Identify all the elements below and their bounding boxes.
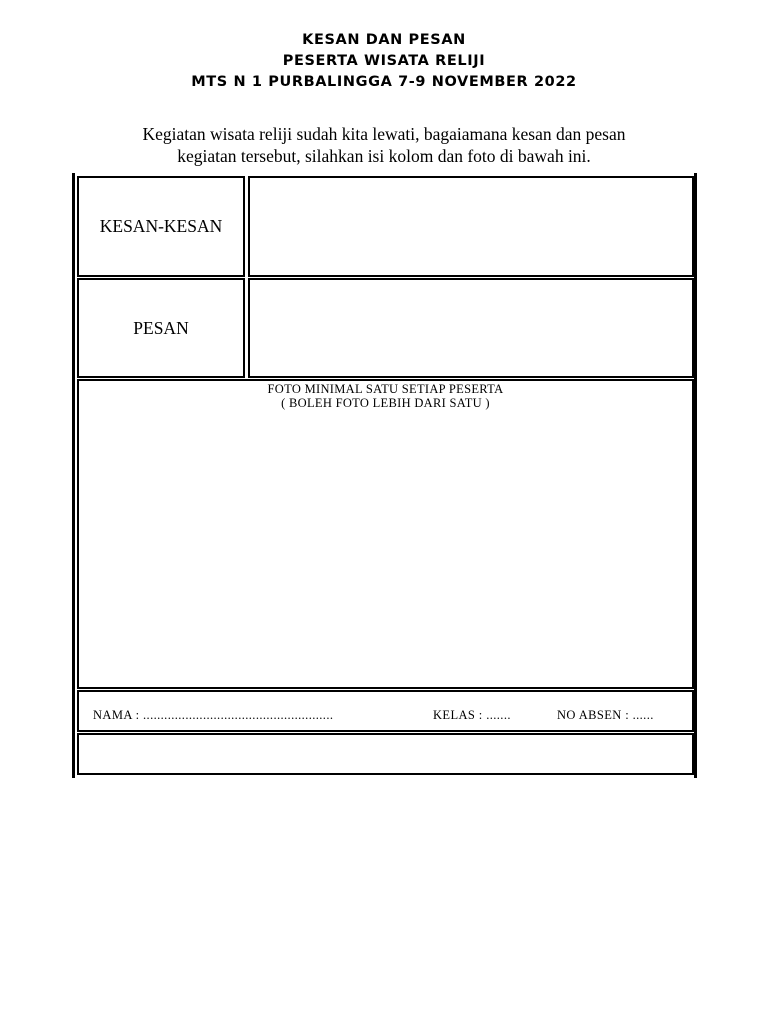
- kesan-label: KESAN-KESAN: [99, 216, 223, 236]
- no-absen-field[interactable]: NO ABSEN : ......: [557, 708, 654, 722]
- kesan-field[interactable]: [248, 176, 694, 277]
- nama-field[interactable]: NAMA : ......................................................: [93, 708, 334, 722]
- pesan-label-cell: [77, 278, 245, 378]
- photo-note-line-1: FOTO MINIMAL SATU SETIAP PESERTA: [267, 382, 504, 396]
- intro-line-2: kegiatan tersebut, silahkan isi kolom dan foto di bawah ini.: [177, 146, 591, 166]
- kesan-label-cell: [77, 176, 245, 277]
- form-sheet: [72, 173, 697, 778]
- intro-text: [80, 123, 688, 167]
- photo-area[interactable]: [77, 379, 694, 689]
- photo-note: [79, 382, 692, 410]
- header-title: KESAN DAN PESAN: [302, 32, 466, 48]
- kelas-field[interactable]: KELAS : .......: [433, 708, 511, 722]
- header-subtitle: PESERTA WISATA RELIJI: [282, 53, 486, 69]
- intro-line-1: Kegiatan wisata reliji sudah kita lewati, bagaiamana kesan dan pesan: [142, 124, 626, 144]
- pesan-field[interactable]: [248, 278, 694, 378]
- document-header: [0, 30, 768, 93]
- photo-note-line-2: ( BOLEH FOTO LEBIH DARI SATU ): [281, 396, 490, 410]
- header-event: MTS N 1 PURBALINGGA 7-9 NOVEMBER 2022: [191, 74, 577, 90]
- extra-row[interactable]: [77, 733, 694, 775]
- pesan-label: PESAN: [133, 317, 189, 338]
- identity-row: [77, 690, 694, 732]
